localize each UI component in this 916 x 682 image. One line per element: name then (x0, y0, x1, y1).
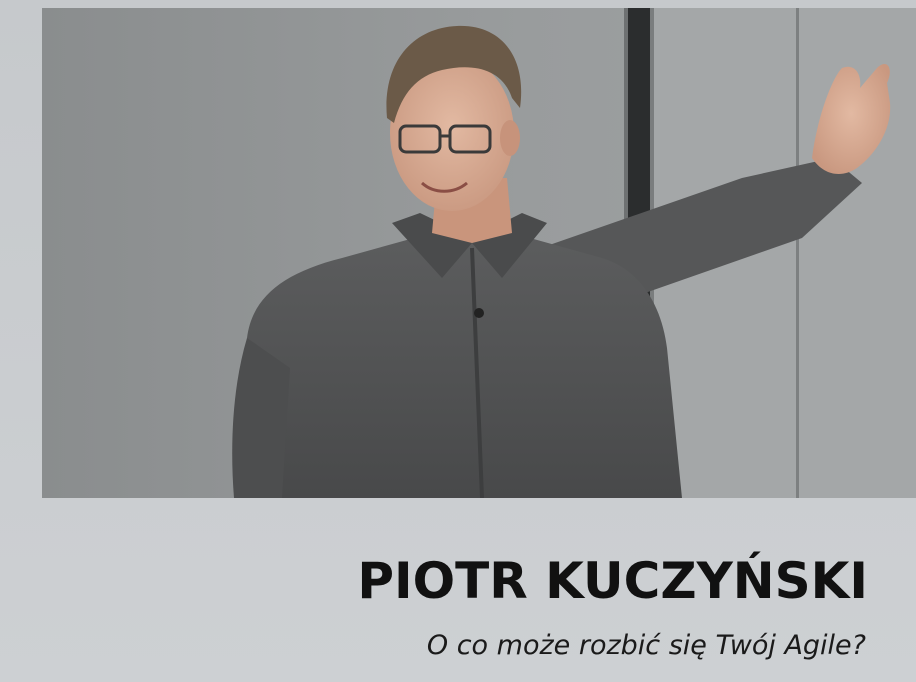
speaker-name: PIOTR KUCZYŃSKI (357, 552, 868, 610)
talk-title: O co może rozbić się Twój Agile? (426, 630, 866, 661)
speaker-photo (42, 8, 916, 498)
speaker-photo-illustration (42, 8, 916, 498)
